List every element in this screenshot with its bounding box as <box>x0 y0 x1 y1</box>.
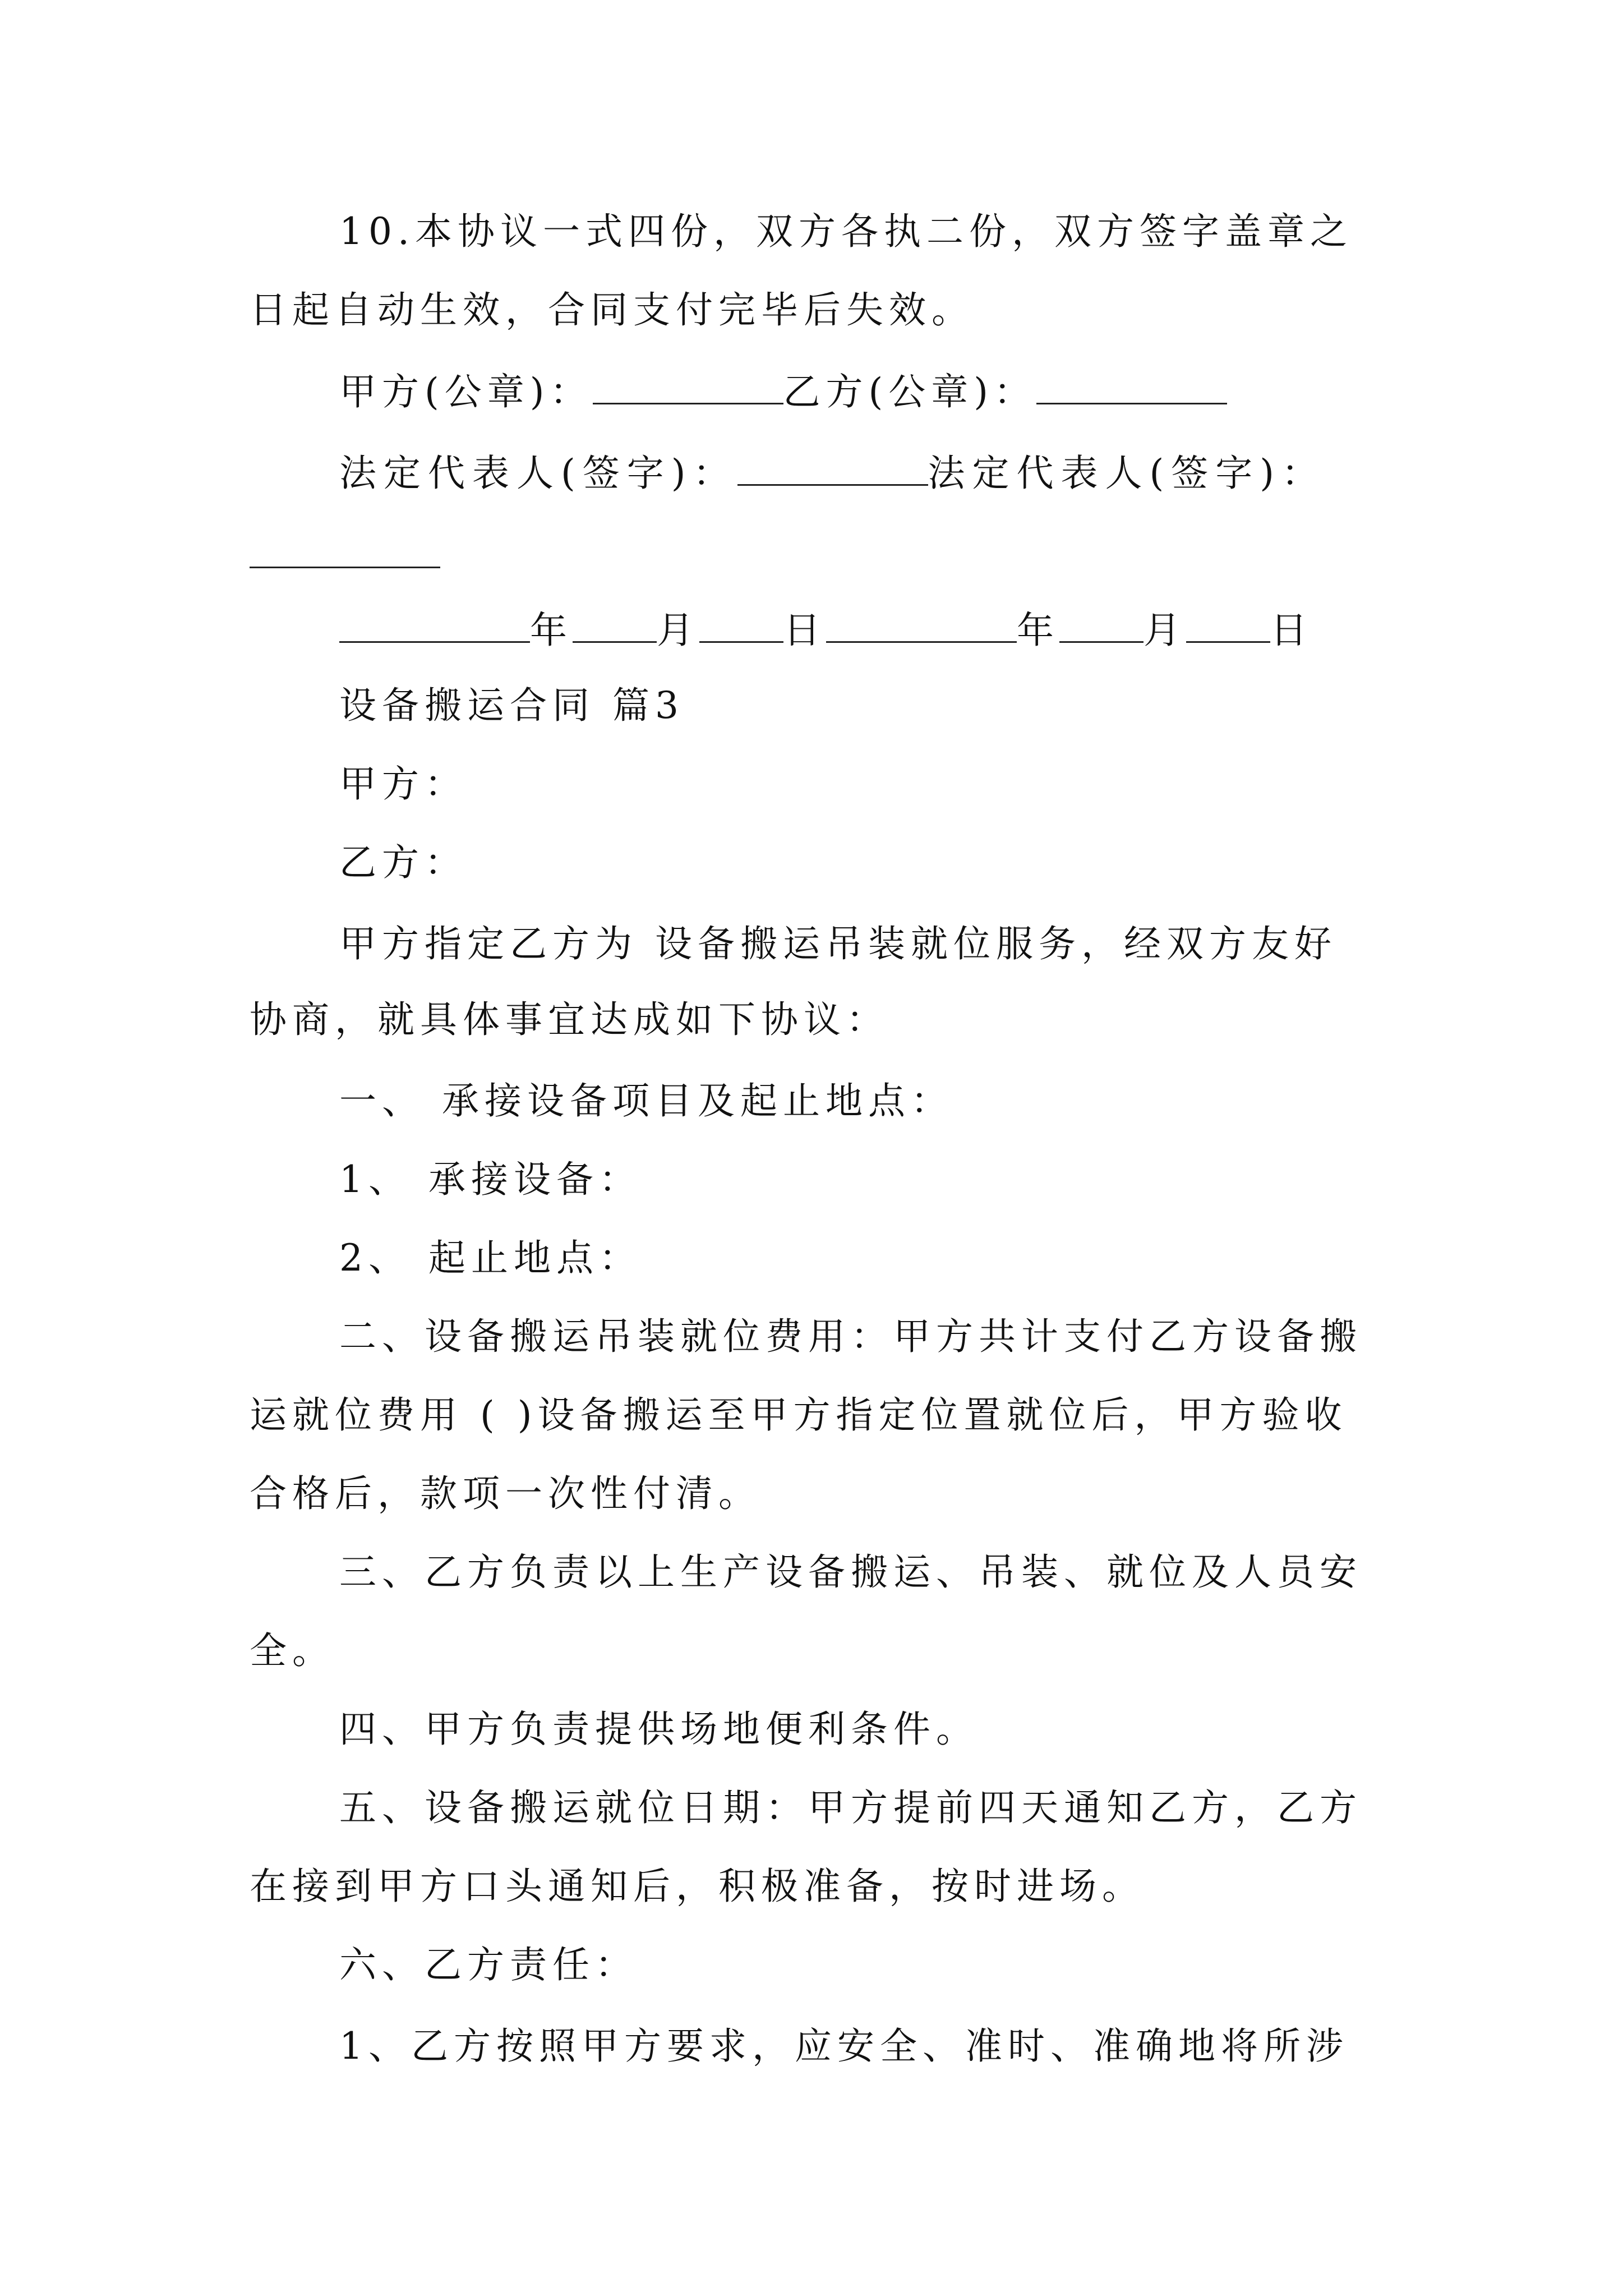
article-3-line-1: 三、乙方负责以上生产设备搬运、吊装、就位及人员安 <box>339 1550 1362 1594</box>
section-heading: 设备搬运合同 篇3 <box>339 684 684 727</box>
party-b-seal-blank[interactable] <box>1036 370 1227 404</box>
party-b-representative-label: 法定代表人(签字)： <box>928 452 1326 495</box>
article-3-line-2: 全。 <box>250 1629 335 1672</box>
seal-line <box>339 370 1227 411</box>
date-line <box>339 609 1313 652</box>
party-b-representative-blank[interactable] <box>250 567 440 568</box>
party-b-month-blank[interactable] <box>1059 609 1144 643</box>
party-b-day-blank[interactable] <box>1186 609 1270 643</box>
party-a-seal-blank[interactable] <box>593 370 783 404</box>
party-a-seal-label: 甲方(公章)： <box>339 370 593 413</box>
day-label: 日 <box>1270 609 1313 652</box>
article-2-line-3: 合格后，款项一次性付清。 <box>250 1472 761 1515</box>
article-6-item-1: 1、乙方按照甲方要求，应安全、准时、准确地将所涉 <box>339 2024 1349 2068</box>
clause-10-line-2: 日起自动生效，合同支付完毕后失效。 <box>250 288 974 332</box>
article-5-line-2: 在接到甲方口头通知后，积极准备，按时进场。 <box>250 1865 1145 1908</box>
article-4: 四、甲方负责提供场地便利条件。 <box>339 1708 979 1751</box>
party-a-representative-blank[interactable] <box>737 452 928 486</box>
article-6-heading: 六、乙方责任： <box>339 1943 638 1986</box>
party-a-month-blank[interactable] <box>573 609 657 643</box>
year-label: 年 <box>1017 609 1059 652</box>
article-1-heading: 一、 承接设备项目及起止地点： <box>339 1079 953 1122</box>
article-1-item-1: 1、 承接设备： <box>339 1158 642 1201</box>
year-label: 年 <box>530 609 573 652</box>
intro-line-2: 协商，就具体事宜达成如下协议： <box>250 998 889 1041</box>
article-2-line-1: 二、设备搬运吊装就位费用：甲方共计支付乙方设备搬 <box>339 1315 1362 1358</box>
party-b-year-blank[interactable] <box>826 609 1017 643</box>
month-label: 月 <box>1144 609 1186 652</box>
month-label: 月 <box>657 609 699 652</box>
party-b-seal-label: 乙方(公章)： <box>783 370 1036 413</box>
clause-10-line-1: 10.本协议一式四份，双方各执二份，双方签字盖章之 <box>339 210 1353 253</box>
day-label: 日 <box>783 609 826 652</box>
intro-line-1: 甲方指定乙方为 设备搬运吊装就位服务，经双方友好 <box>339 922 1337 965</box>
article-1-item-2: 2、 起止地点： <box>339 1236 642 1280</box>
party-a-day-blank[interactable] <box>699 609 783 643</box>
party-a-label: 甲方： <box>339 762 467 806</box>
party-b-label: 乙方： <box>339 841 467 884</box>
representative-line <box>339 452 1326 495</box>
article-5-line-1: 五、设备搬运就位日期：甲方提前四天通知乙方，乙方 <box>339 1786 1362 1829</box>
party-a-year-blank[interactable] <box>339 609 530 643</box>
article-2-line-2: 运就位费用 ( )设备搬运至甲方指定位置就位后，甲方验收 <box>250 1393 1348 1437</box>
party-a-representative-label: 法定代表人(签字)： <box>339 452 737 495</box>
